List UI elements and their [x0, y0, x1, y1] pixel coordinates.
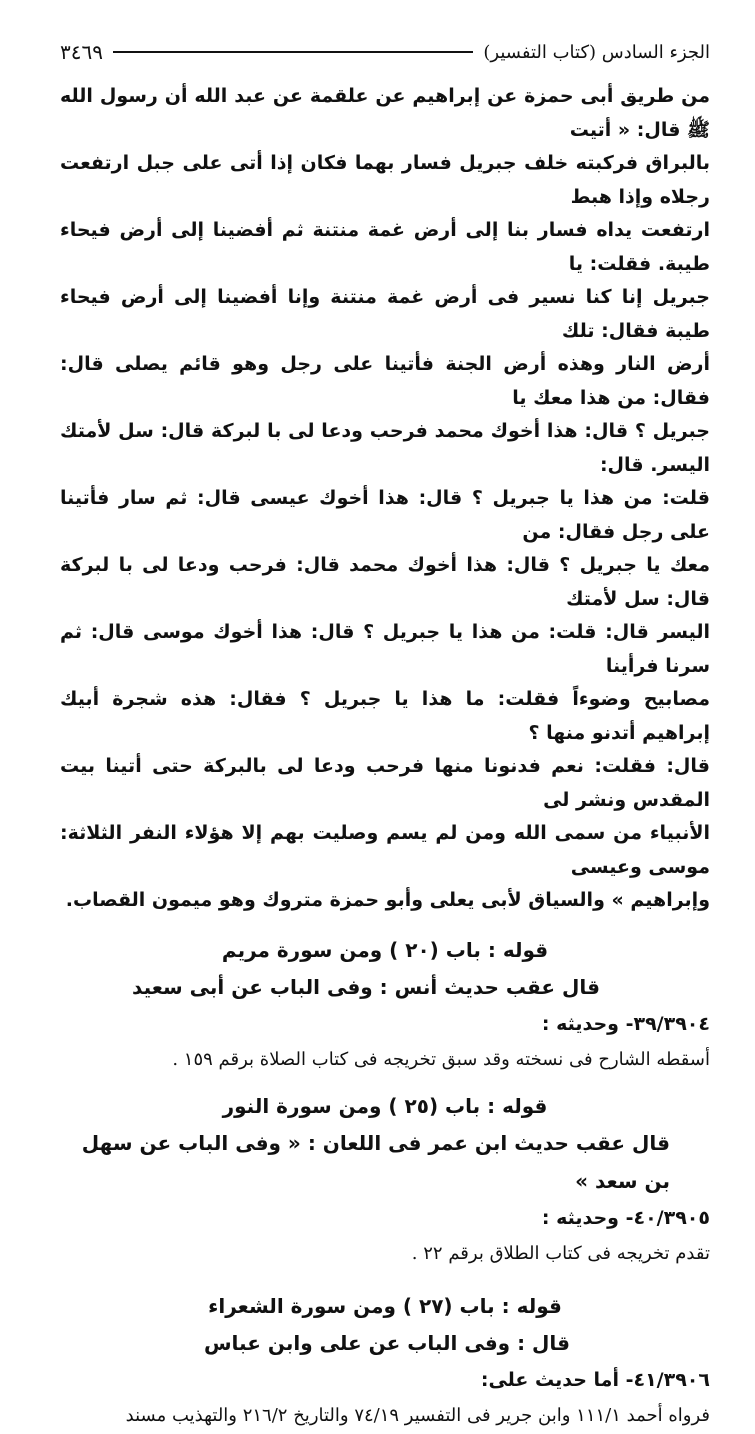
section-note: أسقطه الشارح فى نسخته وقد سبق تخريجه فى كتاب الصلاة برقم ١٥٩ . — [172, 1048, 710, 1070]
paragraph-line: مصابيح وضوءاً فقلت: ما هذا يا جبريل ؟ فقال: هذه شجرة أبيك إبراهيم أتدنو منها ؟ — [60, 688, 710, 744]
section-note: فرواه أحمد ١١١/١ وابن جرير فى التفسير ٧٤/١٩ والتاريخ ٢١٦/٢ والتهذيب مسند — [125, 1404, 710, 1426]
paragraph-line: أرض النار وهذه أرض الجنة فأتينا على رجل وهو قائم يصلى قال: فقال: من هذا معك يا — [60, 353, 710, 409]
paragraph-line: معك يا جبريل ؟ قال: هذا أخوك محمد قال: فرحب ودعا لى با لبركة قال: سل لأمتك — [60, 554, 710, 610]
paragraph-line: ارتفعت يداه فسار بنا إلى أرض غمة منتنة ثم أفضينا إلى أرض فيحاء طيبة. فقلت: يا — [60, 219, 710, 275]
section-subline: قال : وفى الباب عن على وابن عباس — [203, 1330, 570, 1355]
hadith-number: ٤١/٣٩٠٦- أما حديث على: — [480, 1368, 710, 1391]
main-paragraph — [60, 80, 710, 918]
section-subline: قال عقب حديث أنس : وفى الباب عن أبى سعيد — [132, 974, 600, 999]
running-header — [60, 38, 710, 66]
header-rule — [113, 51, 473, 53]
section-heading: قوله : باب (٢٥ ) ومن سورة النور — [222, 1093, 548, 1118]
section-heading: قوله : باب (٢٧ ) ومن سورة الشعراء — [208, 1293, 562, 1318]
paragraph-line: جبريل ؟ قال: هذا أخوك محمد فرحب ودعا لى با لبركة قال: سل لأمتك اليسر. قال: — [60, 420, 710, 476]
page-number: ٣٤٦٩ — [60, 40, 103, 64]
hadith-number: ٤٠/٣٩٠٥- وحديثه : — [541, 1206, 710, 1229]
section-shuara — [60, 1288, 710, 1434]
paragraph-line: جبريل إنا كنا نسير فى أرض غمة منتنة وإنا أفضينا إلى أرض فيحاء طيبة فقال: تلك — [60, 286, 710, 342]
section-heading: قوله : باب (٢٠ ) ومن سورة مريم — [221, 937, 549, 962]
section-maryam — [60, 932, 710, 1078]
paragraph-line: الأنبياء من سمى الله ومن لم يسم وصليت بهم إلا هؤلاء النفر الثلاثة: موسى وعيسى — [60, 822, 710, 878]
paragraph-line: قلت: من هذا يا جبريل ؟ قال: هذا أخوك عيسى قال: ثم سار فأتينا على رجل فقال: من — [60, 487, 710, 543]
header-title: الجزء السادس (كتاب التفسير) — [483, 41, 710, 63]
paragraph-line: اليسر قال: قلت: من هذا يا جبريل ؟ قال: هذا أخوك موسى قال: ثم سرنا فرأينا — [60, 621, 710, 677]
section-nur — [60, 1088, 710, 1272]
paragraph-line: بالبراق فركبته خلف جبريل فسار بهما فكان إذا أتى على جبل ارتفعت رجلاه وإذا هبط — [60, 152, 710, 208]
hadith-number: ٣٩/٣٩٠٤- وحديثه : — [541, 1012, 710, 1035]
section-note: تقدم تخريجه فى كتاب الطلاق برقم ٢٢ . — [411, 1242, 710, 1264]
paragraph-line: قال: فقلت: نعم فدنونا منها فرحب ودعا لى بالبركة حتى أتينا بيت المقدس ونشر لى — [60, 755, 710, 811]
paragraph-line: وإبراهيم » والسياق لأبى يعلى وأبو حمزة متروك وهو ميمون القصاب. — [65, 889, 710, 911]
section-subline: قال عقب حديث ابن عمر فى اللعان : « وفى الباب عن سهل بن سعد » — [81, 1130, 670, 1193]
book-page — [60, 38, 710, 1434]
paragraph-line: من طريق أبى حمزة عن إبراهيم عن علقمة عن عبد الله أن رسول الله ﷺ قال: « أتيت — [60, 85, 710, 141]
